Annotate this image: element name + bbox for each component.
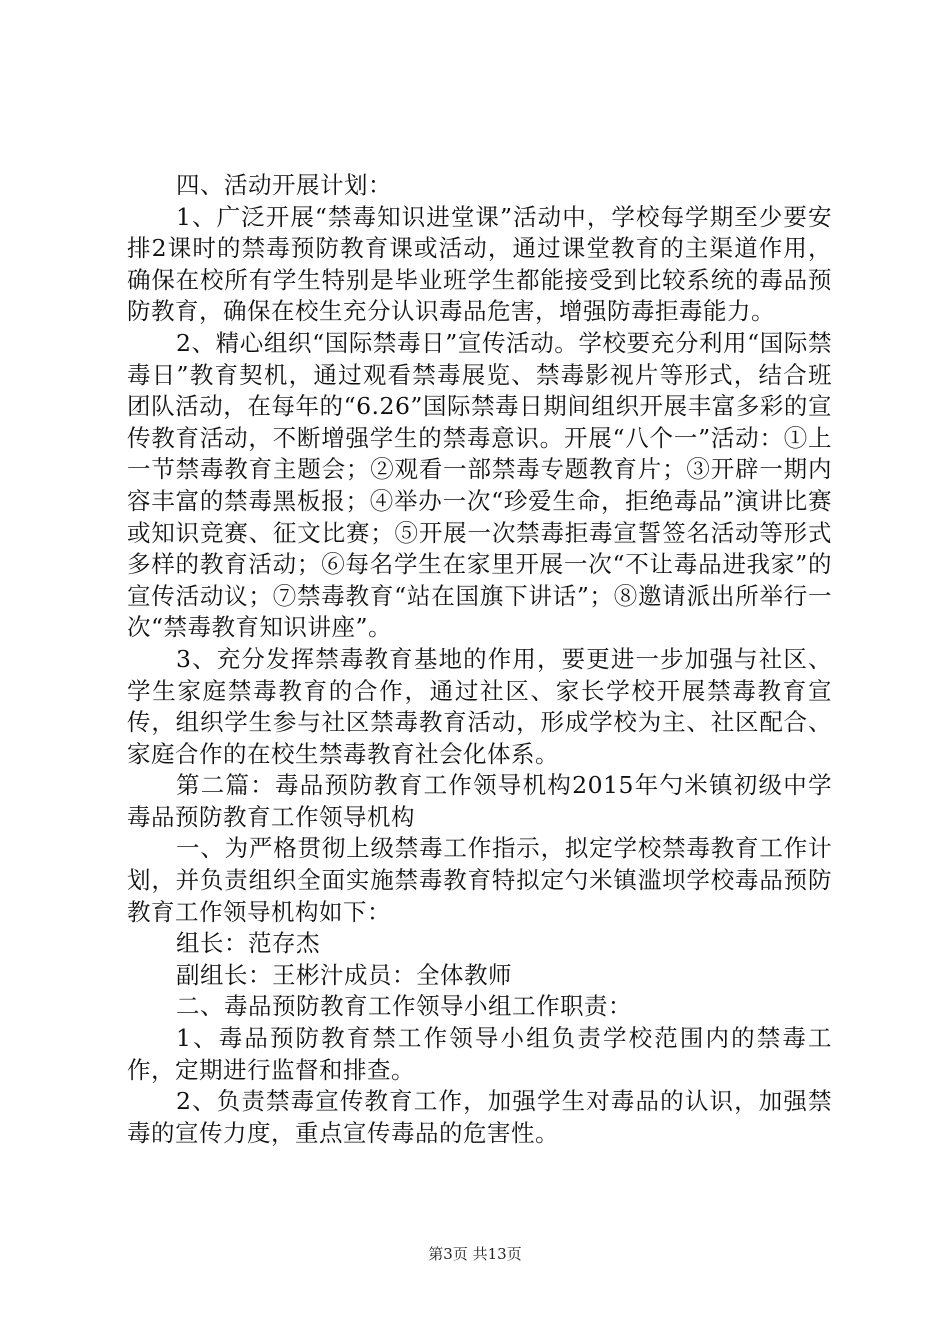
section-heading-part-two: 第二篇：毒品预防教育工作领导机构2015年勺米镇初级中学毒品预防教育工作领导机构 [127,771,832,831]
paragraph-classroom-education: 1、广泛开展“禁毒知识进堂课”活动中，学校每学期至少要安排2课时的禁毒预防教育课或活动，通过课堂教育的主渠道作用，确保在校所有学生特别是毕业班学生都能接受到比较系统的毒品预防教育，确保在校生充分认识毒品危害，增强防毒拒毒能力。 [127,202,832,326]
paragraph-education-base: 3、充分发挥禁毒教育基地的作用，要更进一步加强与社区、学生家庭禁毒教育的合作，通过社区、家长学校开展禁毒教育宣传，组织学生参与社区禁毒教育活动，形成学校为主、社区配合、家庭合作的在校生禁毒教育社会化体系。 [127,644,832,768]
paragraph-group-leader: 组长：范存杰 [176,929,320,958]
document-body [127,170,832,1149]
paragraph-anti-drug-day: 2、精心组织“国际禁毒日”宣传活动。学校要充分利用“国际禁毒日”教育契机，通过观看禁毒展览、禁毒影视片等形式，结合班团队活动，在每年的“6.26”国际禁毒日期间组织开展丰富多彩的宣传教育活动，不断增强学生的禁毒意识。开展“八个一”活动：①上一节禁毒教育主题会；②观看一部禁毒专题教育片；③开辟一期内容丰富的禁毒黑板报；④举办一次“珍爱生命，拒绝毒品”演讲比赛或知识竞赛、征文比赛；⑤开展一次禁毒拒毒宣誓签名活动等形式多样的教育活动；⑥每名学生在家里开展一次“不让毒品进我家”的宣传活动议；⑦禁毒教育“站在国旗下讲话”；⑧邀请派出所举行一次“禁毒教育知识讲座”。 [127,328,832,642]
paragraph-deputy-leader: 副组长：王彬汁成员：全体教师 [176,960,512,989]
page-number-footer: 第3页 共13页 [428,1245,522,1263]
section-heading-duties: 二、毒品预防教育工作领导小组工作职责： [176,992,632,1021]
paragraph-duty-one: 1、毒品预防教育禁工作领导小组负责学校范围内的禁毒工作，定期进行监督和排查。 [127,1024,832,1084]
paragraph-leadership-intro: 一、为严格贯彻上级禁毒工作指示，拟定学校禁毒教育工作计划，并负责组织全面实施禁毒教育特拟定勺米镇滥坝学校毒品预防教育工作领导机构如下： [127,834,832,926]
section-heading-activity-plan: 四、活动开展计划： [176,171,392,199]
paragraph-duty-two: 2、负责禁毒宣传教育工作，加强学生对毒品的认识，加强禁毒的宣传力度，重点宣传毒品的危害性。 [127,1087,832,1147]
